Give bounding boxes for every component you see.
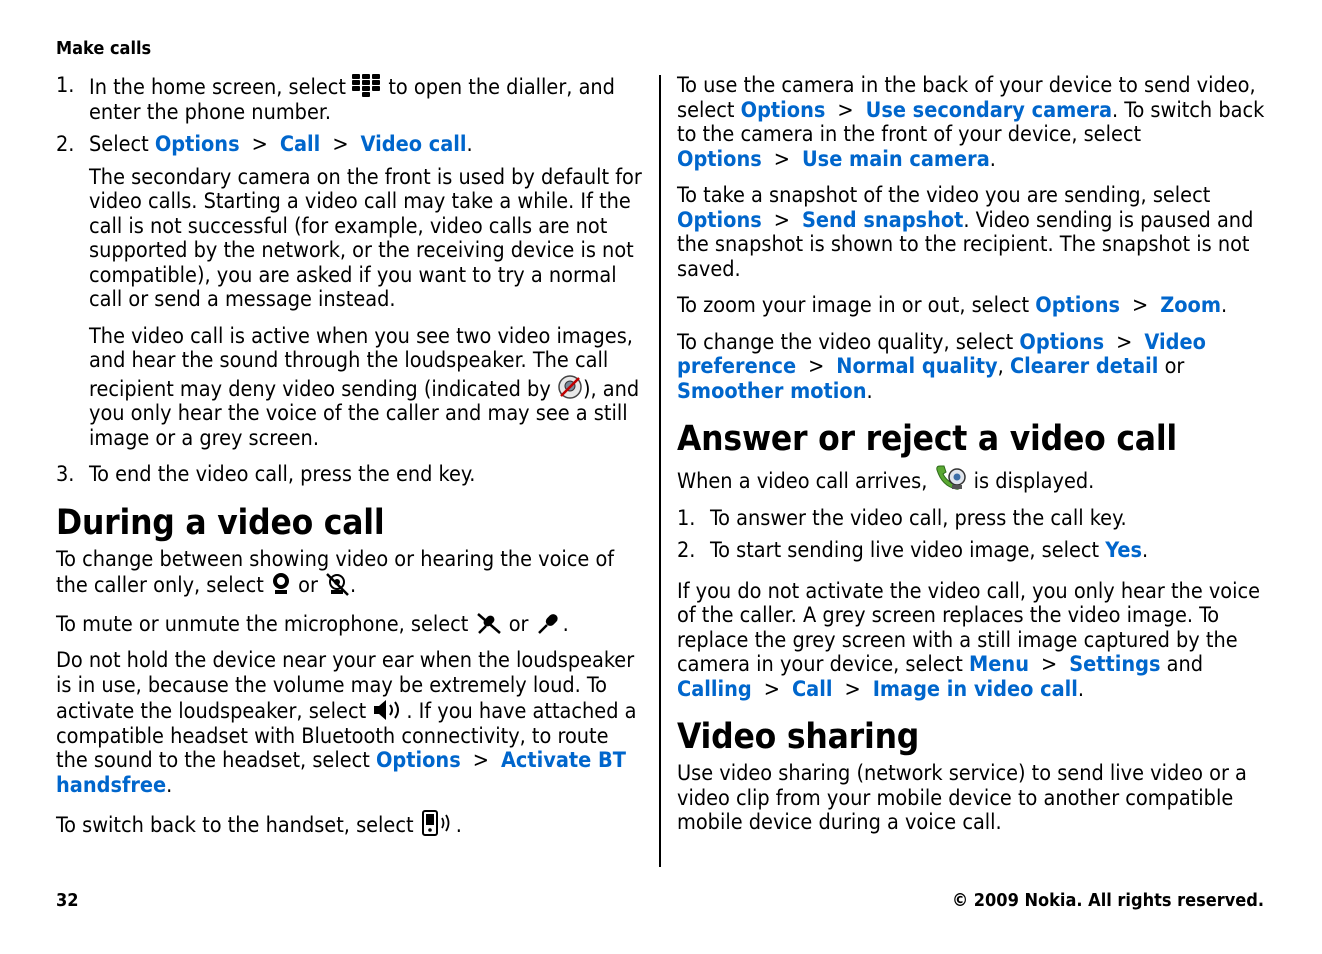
heading-answer-reject: Answer or reject a video call	[677, 419, 1177, 459]
menu-option-send-snapshot: Send snapshot	[801, 207, 964, 233]
heading-video-sharing: Video sharing	[677, 717, 920, 757]
menu-option-video-preference: Video preference	[677, 329, 1206, 379]
menu-option-call: Call	[791, 676, 833, 702]
menu-option-call: Call	[279, 132, 321, 157]
menu-option-smoother-motion: Smoother motion	[677, 378, 867, 404]
menu-option-options: Options	[677, 146, 762, 172]
step-2: 2. Select Options > Call > Video call.	[56, 132, 473, 157]
copyright: © 2009 Nokia. All rights reserved.	[951, 890, 1264, 911]
column-divider	[659, 75, 661, 867]
page-number: 32	[56, 890, 79, 911]
menu-option-zoom: Zoom	[1160, 293, 1221, 318]
paragraph-secondary-camera: The secondary camera on the front is used by default for video calls. Starting a video call may take a while. If the call is not successful (for example, video calls are not supported by the network, or the receiving device is not compatible), you are asked if you want to try a normal call or send a message instead.	[89, 164, 642, 312]
camera-on-icon	[270, 572, 292, 596]
paragraph-video-sharing: Use video sharing (network service) to send live video or a video clip from your mobile device to another compatible mobile device during a voice call.	[677, 761, 1247, 835]
menu-option-menu: Menu	[969, 652, 1029, 677]
paragraph-loudspeaker: Do not hold the device near your ear when the loudspeaker is in use, because the volume may be extremely loud. To activate the loudspeaker, select . If you have attached a compatible headset with Bluetooth connectivity, to route the sound to the headset, select Options > Activate BT handsfree.	[56, 648, 637, 798]
step-3: 3. To end the video call, press the end key.	[56, 462, 476, 487]
menu-option-yes: Yes	[1105, 538, 1142, 563]
paragraph-mute: To mute or unmute the microphone, select or .	[56, 611, 569, 637]
menu-option-options: Options	[375, 748, 461, 773]
mic-unmute-icon	[535, 611, 563, 635]
right-column	[677, 74, 1267, 848]
video-denied-icon	[557, 374, 583, 400]
step-number: 1.	[56, 73, 75, 98]
menu-option-options: Options	[677, 207, 762, 233]
loudspeaker-icon	[372, 698, 406, 722]
dialler-grid-icon	[352, 74, 382, 98]
menu-option-options: Options	[1019, 329, 1105, 355]
incoming-video-call-icon	[934, 464, 968, 492]
answer-step-2: 2. To start sending live video image, select Yes.	[677, 538, 1149, 563]
step-1: 1. In the home screen, select to open the dialler, and enter the phone number.	[56, 73, 615, 125]
camera-off-icon	[324, 572, 350, 596]
left-column	[56, 74, 646, 851]
handset-icon	[420, 810, 456, 836]
paragraph-video-active: The video call is active when you see two video images, and hear the sound through the loudspeaker. The call recipient may deny video sending (indicated by ), and you only hear the voice of the caller and may see a still image or a grey screen.	[89, 323, 640, 451]
paragraph-handset: To switch back to the handset, select .	[56, 810, 646, 839]
menu-option-video-call: Video call	[360, 132, 467, 157]
menu-option-image-in-video-call: Image in video call	[872, 676, 1078, 702]
paragraph-secondary-camera-switch: To use the camera in the back of your device to send video, select Options > Use secondary camera. To switch back to the camera in the front of your device, select Options > Use main camera.	[677, 73, 1265, 172]
answer-step-1: 1. To answer the video call, press the call key.	[677, 505, 1127, 531]
paragraph-not-activate: If you do not activate the video call, you only hear the voice of the caller. A grey screen replaces the video image. To replace the grey screen with a still image captured by the camera in your device, select Menu > Settings and Calling > Call > Image in video call.	[677, 578, 1261, 702]
paragraph-change-video: To change between showing video or hearing the voice of the caller only, select or .	[56, 546, 615, 598]
menu-option-use-main-camera: Use main camera	[801, 146, 990, 172]
menu-option-clearer-detail: Clearer detail	[1009, 354, 1159, 379]
menu-option-calling: Calling	[677, 676, 752, 702]
menu-option-normal-quality: Normal quality	[836, 354, 998, 379]
menu-option-options: Options	[1035, 293, 1120, 318]
running-head: Make calls	[56, 38, 152, 59]
menu-option-settings: Settings	[1069, 652, 1161, 677]
paragraph-video-quality: To change the video quality, select Options > Video preference > Normal quality, Clearer detail or Smoother motion.	[677, 329, 1206, 404]
paragraph-snapshot: To take a snapshot of the video you are sending, select Options > Send snapshot. Video sending is paused and the snapshot is shown to the recipient. The snapshot is not saved.	[677, 183, 1254, 282]
menu-option-activate-bt-handsfree: Activate BT handsfree	[56, 748, 626, 798]
menu-option-options: Options	[154, 132, 240, 157]
heading-during-video-call: During a video call	[56, 502, 385, 543]
menu-option-use-secondary-camera: Use secondary camera	[865, 97, 1113, 123]
paragraph-video-call-arrives: When a video call arrives, is displayed.	[677, 464, 1267, 495]
mic-mute-icon	[475, 611, 503, 635]
menu-option-options: Options	[740, 97, 826, 123]
paragraph-zoom: To zoom your image in or out, select Options > Zoom.	[677, 293, 1228, 318]
